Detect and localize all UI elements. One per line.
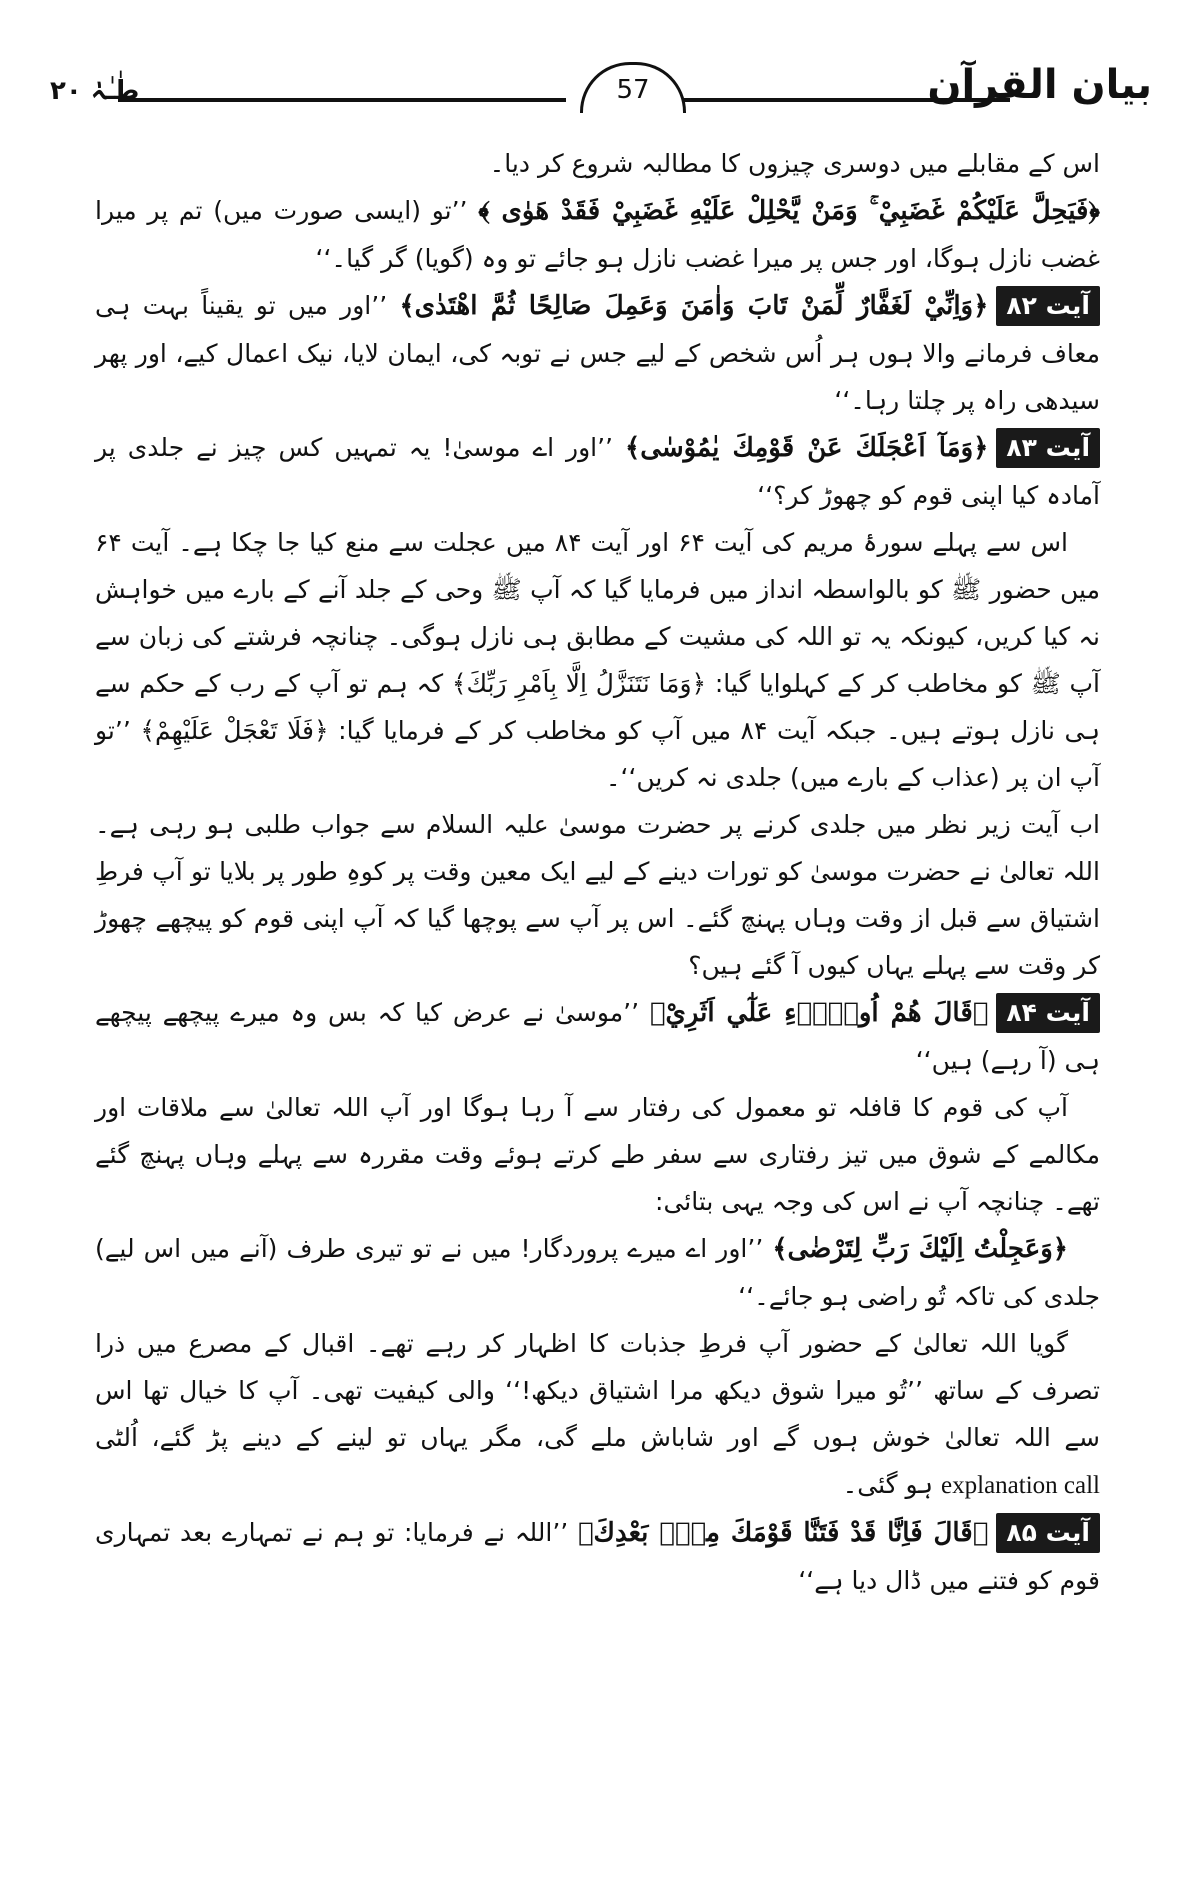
verse-translation: ’’تو (ایسی صورت میں) تم پر میرا غضب نازل ہوگا، اور جس پر میرا غضب نازل ہو جائے تو وہ (گویا) گر گیا۔‘‘ [95, 196, 1100, 273]
paragraph [95, 187, 1100, 282]
verse-translation: ’’اللہ نے فرمایا: تو ہم نے تمہارے بعد تمہاری قوم کو فتنے میں ڈال دیا ہے‘‘ [95, 1518, 1100, 1595]
paragraph [95, 519, 1100, 801]
quran-verse: ﴿قَالَ هُمْ اُولَاۗءِ عَلٰٓي اَثَرِيْ﴾ [649, 998, 989, 1028]
book-title: بیان القرآن [927, 62, 1152, 108]
quran-verse: ﴿وَعَجِلْتُ اِلَيْكَ رَبِّ لِتَرْضٰى﴾ [772, 1234, 1068, 1264]
paragraph-text: ہو گئی۔ [842, 1470, 934, 1499]
quran-verse: ﴿وَاِنِّيْ لَغَفَّارٌ لِّمَنْ تَابَ وَاٰمَنَ وَعَمِلَ صَالِحًا ثُمَّ اهْتَدٰى﴾ [399, 291, 989, 321]
verse-translation: ’’موسیٰ نے عرض کیا کہ بس وہ میرے پیچھے پیچھے ہی (آ رہے) ہیں‘‘ [95, 998, 1100, 1075]
paragraph [95, 424, 1100, 519]
page-header [40, 62, 1152, 122]
quran-verse: ﴿قَالَ فَاِنَّا قَدْ فَتَنَّا قَوْمَكَ مِنْۢ بَعْدِكَ﴾ [577, 1518, 989, 1548]
paragraph [95, 801, 1100, 989]
paragraph-text: اس کے مقابلے میں دوسری چیزوں کا مطالبہ شروع کر دیا۔ [489, 149, 1100, 178]
english-phrase: explanation call [941, 1472, 1100, 1499]
paragraph-text: گویا اللہ تعالیٰ کے حضور آپ فرطِ جذبات کا اظہار کر رہے تھے۔ اقبال کے مصرع میں ذرا تصرف کے ساتھ ’’تُو میرا شوق دیکھ مرا اشتیاق دیکھ!‘‘ والی کیفیت تھی۔ آپ کا خیال تھا اس سے اللہ تعالیٰ خوش ہوں گے اور شاباش ملے گی، مگر یہاں تو لینے کے دینے پڑ گئے، اُلٹی [95, 1329, 1100, 1452]
paragraph [95, 1509, 1100, 1604]
verse-number-label: آیت ۸۵ [996, 1513, 1100, 1553]
verse-number-label: آیت ۸۴ [996, 993, 1100, 1033]
paragraph [95, 140, 1100, 187]
paragraph-text: اب آیت زیر نظر میں جلدی کرنے پر حضرت موسیٰ علیہ السلام سے جواب طلبی ہو رہی ہے۔ اللہ تعالیٰ نے حضرت موسیٰ کو تورات دینے کے لیے ایک معین وقت پر کوہِ طور پر بلایا تو آپ فرطِ اشتیاق سے قبل از وقت وہاں پہنچ گئے۔ اس پر آپ سے پوچھا گیا کہ آپ اپنی قوم کو پیچھے چھوڑ کر وقت سے پہلے یہاں کیوں آ گئے ہیں؟ [95, 810, 1100, 980]
paragraph-text: آپ کی قوم کا قافلہ تو معمول کی رفتار سے آ رہا ہوگا اور آپ اللہ تعالیٰ سے ملاقات اور مکالمے کے شوق میں تیز رفتاری سے سفر طے کرتے ہوئے وقت مقررہ سے پہلے وہاں پہنچ گئے تھے۔ چنانچہ آپ نے اس کی وجہ یہی بتائی: [95, 1093, 1100, 1216]
header-rule-left [118, 98, 566, 102]
verse-translation: ’’اور اے موسیٰ! یہ تمہیں کس چیز نے جلدی پر آمادہ کیا اپنی قوم کو چھوڑ کر؟‘‘ [95, 433, 1100, 510]
quran-verse: ﴿فَيَحِلَّ عَلَيْكُمْ غَضَبِيْ ۚ وَمَنْ يَّحْلِلْ عَلَيْهِ غَضَبِيْ فَقَدْ هَوٰى ﴾ [478, 196, 1100, 226]
quran-verse: ﴿وَمَآ اَعْجَلَكَ عَنْ قَوْمِكَ يٰمُوْسٰى﴾ [624, 433, 989, 463]
verse-translation: ’’اور اے میرے پروردگار! میں نے تو تیری طرف (آنے میں اس لیے) جلدی کی تاکہ تُو راضی ہو جائے۔‘‘ [95, 1234, 1100, 1311]
verse-number-label: آیت ۸۲ [996, 286, 1100, 326]
verse-translation: ’’اور میں تو یقیناً بہت ہی معاف فرمانے والا ہوں ہر اُس شخص کے لیے جس نے توبہ کی، ایمان لایا، نیک اعمال کیے، اور پھر سیدھی راہ پر چلتا رہا۔‘‘ [95, 291, 1100, 415]
paragraph [95, 989, 1100, 1084]
paragraph-text: اس سے پہلے سورۂ مریم کی آیت ۶۴ اور آیت ۸۴ میں عجلت سے منع کیا جا چکا ہے۔ آیت ۶۴ میں حضور ﷺ کو بالواسطہ انداز میں فرمایا گیا کہ آپ ﷺ وحی کے جلد آنے کے بارے میں خواہش نہ کیا کریں، کیونکہ یہ تو اللہ کی مشیت کے مطابق ہی نازل ہوگی۔ چنانچہ فرشتے کی زبان سے آپ ﷺ کو مخاطب کر کے کہلوایا گیا: ﴿وَمَا نَتَنَزَّلُ اِلَّا بِاَمْرِ رَبِّكَ﴾ کہ ہم تو آپ کے رب کے حکم سے ہی نازل ہوتے ہیں۔ جبکہ آیت ۸۴ میں آپ کو مخاطب کر کے فرمایا گیا: ﴿فَلَا تَعْجَلْ عَلَيْهِمْ﴾ ’’تو آپ ان پر (عذاب کے بارے میں) جلدی نہ کریں‘‘۔ [95, 528, 1100, 792]
paragraph [95, 1225, 1100, 1320]
page-number: 57 [580, 62, 686, 113]
paragraph [95, 1320, 1100, 1509]
paragraph [95, 1084, 1100, 1225]
paragraph [95, 282, 1100, 424]
surah-reference: طٰـٰہٰ ۲۰ [50, 76, 140, 106]
page-body [95, 140, 1100, 1604]
verse-number-label: آیت ۸۳ [996, 428, 1100, 468]
